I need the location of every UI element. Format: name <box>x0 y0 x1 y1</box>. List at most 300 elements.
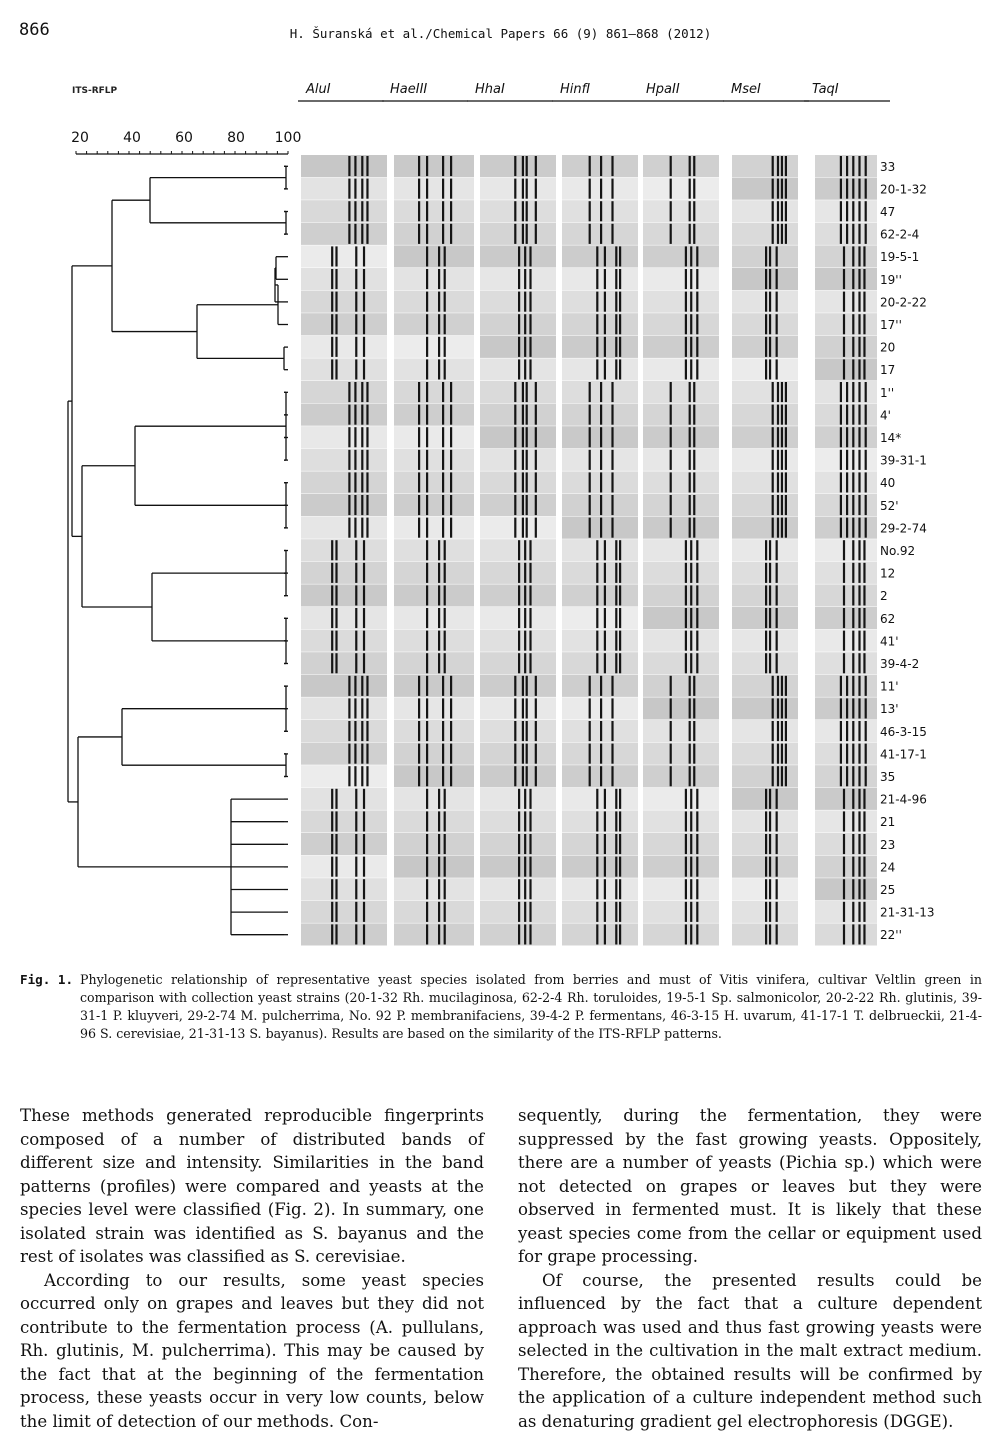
gel-band <box>331 631 333 651</box>
gel-band <box>355 902 357 922</box>
gel-band <box>670 179 672 199</box>
gel-band <box>524 924 526 944</box>
gel-band <box>696 811 698 831</box>
gel-band <box>619 789 621 809</box>
gel-lane-segment <box>643 584 719 606</box>
gel-band <box>355 811 357 831</box>
gel-band <box>689 766 691 786</box>
gel-band <box>785 676 787 696</box>
gel-lane-segment <box>815 268 877 290</box>
gel-band <box>442 518 444 538</box>
gel-lane-segment <box>394 584 474 606</box>
gel-band <box>843 337 845 357</box>
gel-band <box>524 585 526 605</box>
gel-band <box>765 337 767 357</box>
gel-band <box>524 653 526 673</box>
gel-band <box>596 902 598 922</box>
gel-band <box>522 721 524 741</box>
gel-band <box>843 879 845 899</box>
gel-band <box>529 608 531 628</box>
gel-lane-segment <box>562 878 638 900</box>
gel-band <box>619 246 621 266</box>
gel-band <box>418 224 420 244</box>
gel-band <box>529 563 531 583</box>
gel-band <box>858 156 860 176</box>
gel-band <box>335 924 337 944</box>
gel-band <box>589 495 591 515</box>
gel-lane-segment <box>301 810 387 832</box>
gel-band <box>685 811 687 831</box>
gel-lane-segment <box>643 539 719 561</box>
gel-band <box>426 879 428 899</box>
gel-band <box>518 857 520 877</box>
gel-lane-segment <box>301 901 387 923</box>
gel-band <box>442 472 444 492</box>
gel-band <box>524 540 526 560</box>
strain-label: 20 <box>880 340 896 355</box>
gel-band <box>776 246 778 266</box>
gel-band <box>331 563 333 583</box>
gel-band <box>696 540 698 560</box>
strain-label: 62-2-4 <box>880 227 920 242</box>
gel-band <box>765 563 767 583</box>
gel-band <box>615 653 617 673</box>
enzyme-label: TaqI <box>812 82 839 97</box>
gel-band <box>518 540 520 560</box>
gel-lane-segment <box>394 539 474 561</box>
gel-lane-segment <box>301 743 387 765</box>
gel-band <box>426 337 428 357</box>
gel-band <box>526 427 528 447</box>
gel-band <box>776 902 778 922</box>
gel-lane-segment <box>562 539 638 561</box>
gel-band <box>840 427 842 447</box>
gel-band <box>769 314 771 334</box>
gel-band <box>696 314 698 334</box>
gel-band <box>843 359 845 379</box>
gel-band <box>426 518 428 538</box>
gel-band <box>524 857 526 877</box>
gel-band <box>600 766 602 786</box>
gel-band <box>852 902 854 922</box>
gel-band <box>589 201 591 221</box>
gel-band <box>355 608 357 628</box>
gel-band <box>518 292 520 312</box>
gel-band <box>600 518 602 538</box>
gel-band <box>529 924 531 944</box>
gel-band <box>781 382 783 402</box>
gel-band <box>696 631 698 651</box>
gel-band <box>355 631 357 651</box>
gel-lane-segment <box>732 494 798 516</box>
gel-band <box>615 879 617 899</box>
gel-band <box>450 224 452 244</box>
gel-band <box>442 201 444 221</box>
gel-band <box>450 472 452 492</box>
gel-band <box>426 450 428 470</box>
gel-band <box>772 744 774 764</box>
gel-band <box>348 721 350 741</box>
gel-band <box>765 585 767 605</box>
gel-band <box>363 540 365 560</box>
gel-band <box>843 653 845 673</box>
gel-band <box>685 585 687 605</box>
gel-band <box>529 585 531 605</box>
gel-band <box>450 179 452 199</box>
gel-lane-segment <box>643 675 719 697</box>
gel-band <box>518 879 520 899</box>
gel-lane-segment <box>394 652 474 674</box>
gel-band <box>529 834 531 854</box>
gel-band <box>619 314 621 334</box>
gel-band <box>852 766 854 786</box>
gel-band <box>858 337 860 357</box>
gel-band <box>619 563 621 583</box>
gel-band <box>444 834 446 854</box>
gel-band <box>529 337 531 357</box>
gel-lane-segment <box>301 562 387 584</box>
gel-band <box>418 495 420 515</box>
gel-band <box>863 246 865 266</box>
gel-band <box>693 518 695 538</box>
gel-band <box>690 857 692 877</box>
gel-band <box>518 924 520 944</box>
gel-lane-segment <box>394 697 474 719</box>
gel-band <box>689 676 691 696</box>
gel-lane-segment <box>643 404 719 426</box>
gel-band <box>535 427 537 447</box>
gel-band <box>604 879 606 899</box>
gel-lane-segment <box>394 358 474 380</box>
gel-band <box>589 698 591 718</box>
gel-band <box>765 246 767 266</box>
gel-band <box>450 676 452 696</box>
strain-label: 14* <box>880 431 902 445</box>
gel-band <box>514 698 516 718</box>
enzyme-label: AluI <box>306 82 331 97</box>
gel-band <box>769 631 771 651</box>
gel-band <box>846 201 848 221</box>
gel-lane-segment <box>732 449 798 471</box>
gel-band <box>865 495 867 515</box>
gel-lane-segment <box>301 178 387 200</box>
gel-band <box>426 698 428 718</box>
gel-band <box>355 563 357 583</box>
gel-band <box>596 540 598 560</box>
gel-lane-segment <box>732 765 798 787</box>
gel-lane-segment <box>480 155 556 177</box>
gel-band <box>604 359 606 379</box>
gel-band <box>426 563 428 583</box>
gel-band <box>444 902 446 922</box>
gel-lane-segment <box>301 539 387 561</box>
gel-band <box>765 631 767 651</box>
gel-band <box>615 269 617 289</box>
gel-lane-segment <box>732 517 798 539</box>
gel-band <box>366 676 368 696</box>
gel-band <box>331 879 333 899</box>
gel-lane-segment <box>643 268 719 290</box>
gel-lane-segment <box>301 471 387 493</box>
strain-label: 46-3-15 <box>880 724 927 739</box>
gel-band <box>685 359 687 379</box>
paragraph: Of course, the presented results could be influenced by the fact that a culture dependent approach was used and thus fast growing yeasts were selected in the cultivation in the malt extract medium. Therefore, the obtained results will be confirmed by the application of a culture independent method such as denaturing gradient gel electrophoresis (DGGE). <box>518 1270 982 1431</box>
gel-band <box>335 857 337 877</box>
gel-band <box>589 179 591 199</box>
gel-band <box>696 653 698 673</box>
gel-lane-segment <box>643 200 719 222</box>
gel-band <box>348 676 350 696</box>
gel-lane-segment <box>562 901 638 923</box>
gel-band <box>843 314 845 334</box>
gel-band <box>843 608 845 628</box>
gel-band <box>863 924 865 944</box>
gel-band <box>426 676 428 696</box>
gel-band <box>619 359 621 379</box>
gel-band <box>852 382 854 402</box>
gel-lane-segment <box>394 856 474 878</box>
gel-band <box>777 427 779 447</box>
gel-band <box>522 201 524 221</box>
gel-lane-segment <box>643 810 719 832</box>
strain-label: 33 <box>880 159 896 174</box>
gel-band <box>689 427 691 447</box>
gel-band <box>535 405 537 425</box>
gel-band <box>366 495 368 515</box>
gel-band <box>858 359 860 379</box>
gel-band <box>696 337 698 357</box>
gel-band <box>354 427 356 447</box>
gel-band <box>769 879 771 899</box>
gel-band <box>524 789 526 809</box>
gel-band <box>442 224 444 244</box>
gel-band <box>776 789 778 809</box>
gel-band <box>524 292 526 312</box>
gel-band <box>426 653 428 673</box>
gel-band <box>522 744 524 764</box>
gel-band <box>596 314 598 334</box>
gel-band <box>354 766 356 786</box>
gel-band <box>363 585 365 605</box>
gel-band <box>615 292 617 312</box>
gel-band <box>355 269 357 289</box>
gel-band <box>765 540 767 560</box>
gel-band <box>426 924 428 944</box>
strain-label: 22'' <box>880 928 902 943</box>
gel-band <box>785 224 787 244</box>
gel-band <box>863 292 865 312</box>
gel-lane-segment <box>394 449 474 471</box>
gel-band <box>858 698 860 718</box>
gel-lane-segment <box>643 245 719 267</box>
gel-band <box>331 585 333 605</box>
gel-band <box>331 902 333 922</box>
gel-band <box>858 721 860 741</box>
page-number: 866 <box>19 20 50 40</box>
gel-band <box>781 495 783 515</box>
gel-lane-segment <box>562 856 638 878</box>
gel-band <box>865 427 867 447</box>
gel-band <box>426 472 428 492</box>
gel-band <box>418 744 420 764</box>
gel-lane-segment <box>301 675 387 697</box>
gel-band <box>858 314 860 334</box>
gel-band <box>518 631 520 651</box>
gel-lane-segment <box>643 788 719 810</box>
gel-band <box>852 292 854 312</box>
gel-band <box>518 834 520 854</box>
gel-band <box>526 450 528 470</box>
gel-band <box>604 653 606 673</box>
gel-band <box>781 450 783 470</box>
gel-band <box>529 653 531 673</box>
body-right-column <box>518 1104 982 1433</box>
gel-band <box>596 653 598 673</box>
gel-band <box>781 156 783 176</box>
gel-band <box>363 337 365 357</box>
strain-label: 21-4-96 <box>880 792 927 807</box>
gel-band <box>619 292 621 312</box>
gel-band <box>450 405 452 425</box>
gel-band <box>361 766 363 786</box>
gel-lane-segment <box>732 471 798 493</box>
gel-band <box>765 811 767 831</box>
gel-lane-segment <box>480 449 556 471</box>
gel-band <box>765 608 767 628</box>
gel-band <box>690 902 692 922</box>
gel-band <box>852 246 854 266</box>
gel-band <box>690 608 692 628</box>
gel-band <box>843 540 845 560</box>
gel-band <box>535 721 537 741</box>
gel-lane-segment <box>643 471 719 493</box>
gel-band <box>361 472 363 492</box>
gel-band <box>777 224 779 244</box>
gel-lane-segment <box>301 449 387 471</box>
gel-band <box>765 834 767 854</box>
gel-lane-segment <box>394 313 474 335</box>
enzyme-headers <box>298 82 890 101</box>
gel-band <box>426 179 428 199</box>
gel-band <box>689 450 691 470</box>
gel-band <box>689 744 691 764</box>
gel-band <box>361 676 363 696</box>
gel-band <box>696 292 698 312</box>
gel-band <box>355 857 357 877</box>
gel-band <box>776 292 778 312</box>
gel-band <box>355 337 357 357</box>
enzyme-label: HpaII <box>646 82 680 97</box>
gel-band <box>518 269 520 289</box>
gel-band <box>442 427 444 447</box>
gel-lane-segment <box>562 607 638 629</box>
gel-band <box>785 156 787 176</box>
gel-lane-segment <box>301 765 387 787</box>
gel-band <box>865 472 867 492</box>
gel-band <box>366 744 368 764</box>
gel-band <box>690 292 692 312</box>
gel-band <box>444 269 446 289</box>
gel-band <box>685 608 687 628</box>
gel-band <box>863 857 865 877</box>
gel-lane-segment <box>562 810 638 832</box>
gel-band <box>529 540 531 560</box>
gel-band <box>331 314 333 334</box>
gel-lane-segment <box>394 923 474 945</box>
gel-band <box>450 744 452 764</box>
gel-band <box>696 563 698 583</box>
gel-band <box>690 811 692 831</box>
gel-band <box>589 405 591 425</box>
gel-band <box>769 337 771 357</box>
dendrogram <box>68 166 288 934</box>
strain-label: 1'' <box>880 385 895 400</box>
gel-band <box>785 472 787 492</box>
gel-band <box>363 834 365 854</box>
gel-band <box>693 201 695 221</box>
gel-band <box>852 269 854 289</box>
gel-band <box>442 405 444 425</box>
gel-lane-segment <box>562 358 638 380</box>
gel-lane-segment <box>480 223 556 245</box>
gel-band <box>418 721 420 741</box>
gel-lane-segment <box>301 223 387 245</box>
gel-lane-segment <box>643 381 719 403</box>
gel-lane-segment <box>643 697 719 719</box>
gel-band <box>785 744 787 764</box>
gel-band <box>363 292 365 312</box>
gel-band <box>693 676 695 696</box>
gel-band <box>685 653 687 673</box>
gel-band <box>685 879 687 899</box>
gel-band <box>604 337 606 357</box>
gel-band <box>596 834 598 854</box>
strain-label: 17 <box>880 363 896 378</box>
enzyme-label: HaeIII <box>390 82 428 97</box>
caption-label: Fig. 1. <box>20 972 74 987</box>
gel-band <box>615 337 617 357</box>
gel-lane-segment <box>394 381 474 403</box>
gel-band <box>863 563 865 583</box>
gel-band <box>418 382 420 402</box>
gel-band <box>858 201 860 221</box>
gel-band <box>361 495 363 515</box>
gel-lane-segment <box>301 381 387 403</box>
gel-band <box>843 631 845 651</box>
gel-band <box>685 563 687 583</box>
gel-band <box>524 608 526 628</box>
gel-band <box>363 631 365 651</box>
gel-band <box>335 585 337 605</box>
strain-label: 21 <box>880 815 896 830</box>
gel-band <box>426 540 428 560</box>
gel-band <box>354 382 356 402</box>
gel-lane-segment <box>562 268 638 290</box>
gel-band <box>615 834 617 854</box>
paragraph: These methods generated reproducible fingerprints composed of a number of distributed bands of different size and intensity. Similarities in the band patterns (profiles) were compared and yeasts at the species level were classified (Fig. 2). In summary, one isolated strain was identified as S. bayanus and the rest of isolates was classified as S. cerevisiae. <box>20 1106 484 1266</box>
gel-band <box>355 924 357 944</box>
gel-band <box>696 359 698 379</box>
gel-band <box>335 540 337 560</box>
gel-band <box>863 631 865 651</box>
gel-lane-segment <box>394 901 474 923</box>
gel-band <box>535 472 537 492</box>
gel-band <box>611 518 613 538</box>
gel-band <box>619 585 621 605</box>
strain-label: 11' <box>880 679 899 694</box>
gel-lane-segment <box>732 200 798 222</box>
gel-band <box>776 631 778 651</box>
